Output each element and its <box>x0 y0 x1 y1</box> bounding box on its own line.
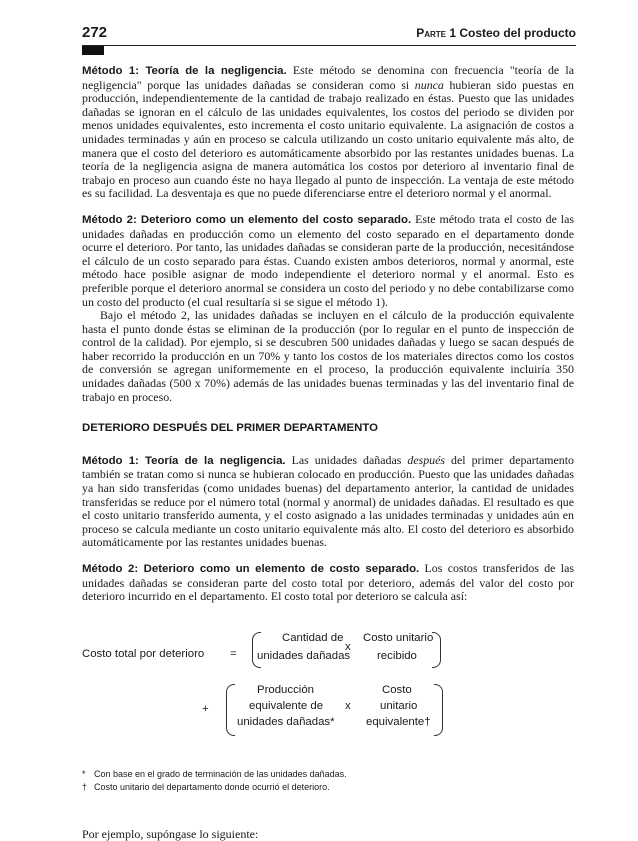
paragraph-method2-example: Bajo el método 2, las unidades dañadas se incluyen en el cálculo de la producción equivalente hasta el punto donde éstas se eliminan de la producción (por lo regular en el punto de inspección de control de la calidad). Por ejemplo, si se descubren 500 unidades dañadas y luego se sacan después de haber recorrido la producción en un 70% y tanto los costos de los materiales directos como los costos de conversión se agregan uniformemente en el proceso, la producción equivalente incluiría 350 unidades dañadas (500 x 70%) además de las unidades buenas terminadas y las del inventario final de trabajo en proceso. <box>82 308 574 404</box>
multiply-sign: x <box>345 699 351 712</box>
paragraph-text: del primer departamento también se tratan como si nunca se hubieran colocado en producción. Puesto que las unidades dañadas ya han sido transferidas (como unidades buenas) del departamento anterior, la cantidad de unidades transferidas se reduce por el número total (normal y anormal) de unidades dañadas. El resultado es que el costo unitario transferido aumenta, y el costo asignado a las unidades terminadas y unidades aún en proceso se calcula mediante un costo unitario equivalente más alto. El costo del deterioro es absorbido automáticamente por las restantes unidades buenas. <box>82 452 574 550</box>
row1-left-line2: unidades dañadas <box>257 649 351 662</box>
paragraph-lead: Método 2: Deterioro como un elemento de costo separado. <box>82 563 420 575</box>
footnote-text: Costo unitario del departamento donde ocurrió el deterioro. <box>94 781 330 792</box>
paragraph-lead: Método 2: Deterioro como un elemento del costo separado. <box>82 213 412 226</box>
page-number: 272 <box>82 24 108 41</box>
footnote-mark: * <box>82 768 86 779</box>
row1-right-line1: Costo unitario <box>363 631 434 644</box>
paragraph-lead: Método 1: Teoría de la negligencia. <box>82 65 287 77</box>
row2-right-line3: equivalente† <box>366 715 431 728</box>
right-paren <box>434 684 443 736</box>
row2-right-line2: unitario <box>380 699 418 712</box>
footnote-mark: † <box>82 781 88 792</box>
paragraph-after-first-method2 <box>82 562 574 604</box>
footnotes <box>82 768 574 794</box>
right-paren <box>432 632 441 668</box>
section-title: DETERIORO DESPUÉS DEL PRIMER DEPARTAMENTO <box>82 422 378 435</box>
spoilage-cost-formula <box>82 628 574 768</box>
formula-lhs: Costo total por deterioro <box>82 647 205 660</box>
paragraph-text: Las unidades dañadas <box>285 452 408 467</box>
paragraph-method1-negligence <box>82 64 574 201</box>
part-title: Costeo del producto <box>456 26 576 40</box>
row1-right-line2: recibido <box>377 649 417 662</box>
multiply-sign: x <box>345 640 351 653</box>
row2-right-line1: Costo <box>382 683 412 696</box>
paragraph-text: hubieran sido puestas en producción, independientemente de la cantidad de trabajo realizado en éstas. Puesto que las unidades dañadas se ignoran en el cálculo de las unidades equivalentes, los costos del periodo se dividen por menos unidades equivalentes, esto incrementa el costo unitario equivalente. La asignación de costos a unidades terminadas y aún en proceso se calcula utilizando un costo unitario equivalente más alto, de manera que el costo del deterioro es automáticamente absorbido por las restantes unidades buenas. La teoría de la negligencia asigna de manera automática los costos por deterioro al inventario final de trabajo en proceso aun cuando éste no haya llegado al punto de inspección. La ventaja de este método es su facilidad. La desventaja es que no puede diferenciarse entre el deterioro normal y el anormal. <box>82 77 574 201</box>
row2-left-line1: Producción <box>257 683 314 696</box>
paragraph-method2-separate <box>82 213 574 309</box>
closing-sentence: Por ejemplo, supóngase lo siguiente: <box>82 826 259 841</box>
formula-equals: = <box>230 647 237 660</box>
chapter-tab-marker <box>82 46 104 55</box>
part-label: Parte 1 <box>416 26 456 40</box>
header-rule <box>82 45 576 46</box>
paragraph-text: Los costos transferidos de las unidades dañadas se consideran parte del costo total por deterioro, además del valor del costo por deterioro incurrido en el departamento. El costo total por deterioro se calcula así: <box>82 561 574 604</box>
emphasis-text: nunca <box>414 77 444 92</box>
page-content <box>82 64 574 841</box>
row2-left-line2: equivalente de <box>249 699 324 712</box>
paragraph-after-first-method1 <box>82 454 574 550</box>
row2-left-line3: unidades dañadas* <box>237 715 335 728</box>
paragraph-lead: Método 1: Teoría de la negligencia. <box>82 454 286 467</box>
row1-left-line1: Cantidad de <box>282 631 344 644</box>
running-head <box>416 26 576 40</box>
paragraph-text: Este método trata el costo de las unidades dañadas en producción como un elemento del costo separado en el departamento donde ocurre el deterioro. Por tanto, las unidades dañadas se consideran parte de la producción, necesitándose el cálculo de un costo separado para éstas. Cuando existen ambos deterioros, normal y anormal, este método hace posible asignar de modo independiente el deterioro normal y el anormal. Esto es preferible porque el deterioro anormal se considera un costo del periodo y no debe contabilizarse como un costo del producto (el cual resultaría si se sigue el método 1). <box>82 211 574 309</box>
footnote <box>82 768 574 781</box>
footnote <box>82 781 574 794</box>
plus-sign: + <box>202 702 209 715</box>
emphasis-text: después <box>407 452 446 467</box>
page-header <box>82 24 576 44</box>
left-paren <box>226 684 235 736</box>
paragraph-text: Este método se denomina con frecuencia "teoría de la negligencia" porque las unidades dañadas se consideran como si <box>82 63 574 92</box>
footnote-text: Con base en el grado de terminación de las unidades dañadas. <box>94 768 347 779</box>
